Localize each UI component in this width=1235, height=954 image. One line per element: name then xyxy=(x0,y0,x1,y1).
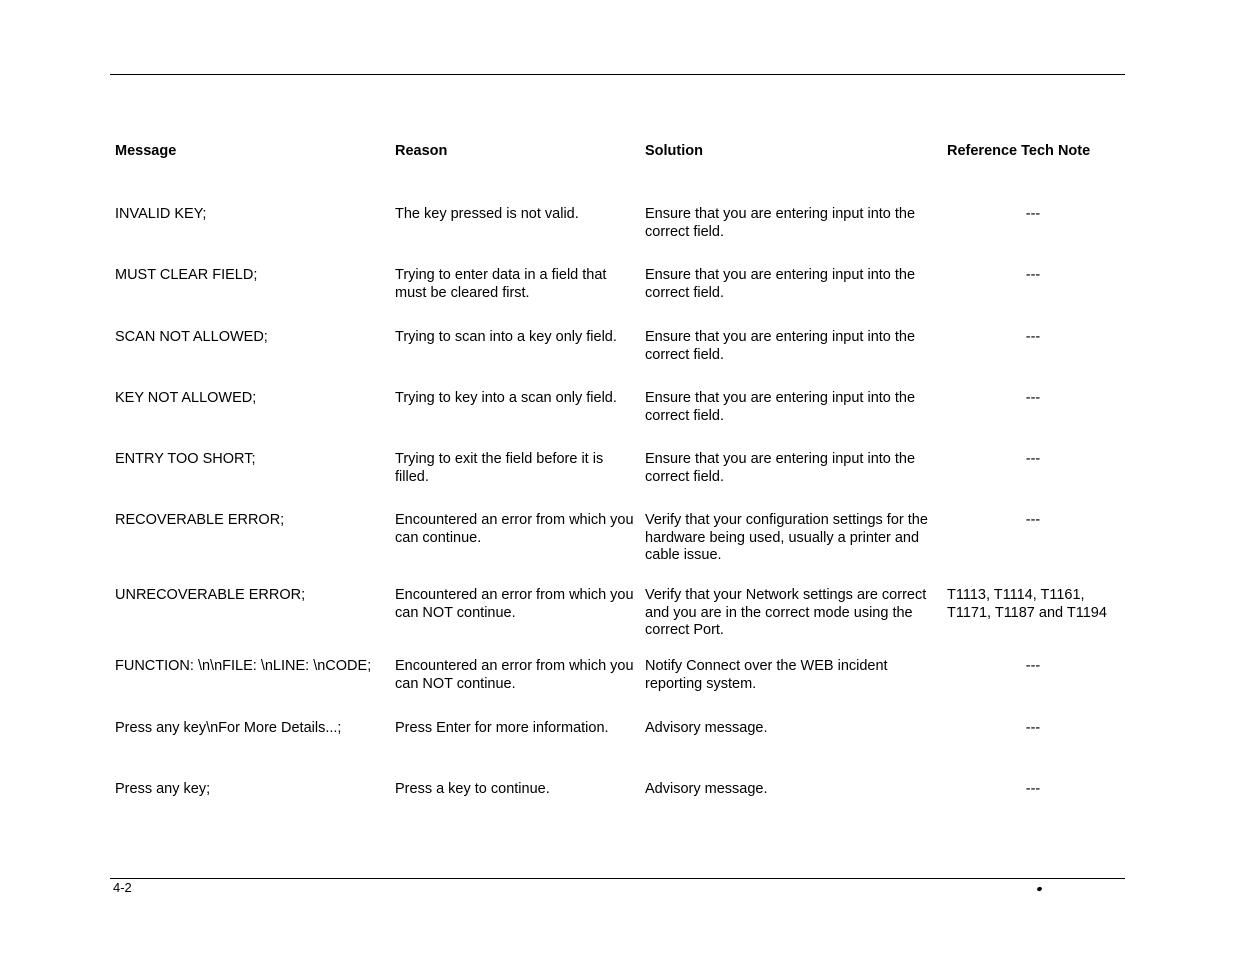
message-cell: ENTRY TOO SHORT; xyxy=(115,451,256,467)
solution-cell: Ensure that you are entering input into the correct field. xyxy=(645,390,916,424)
solution-cell: Notify Connect over the WEB incident reporting system. xyxy=(645,658,888,692)
message-cell: MUST CLEAR FIELD; xyxy=(115,267,258,283)
reference-cell: T1113, T1114, T1161, T1171, T1187 and T1194 xyxy=(947,587,1107,621)
reference-cell: --- xyxy=(1025,781,1041,797)
message-cell: RECOVERABLE ERROR; xyxy=(115,512,285,528)
reason-cell: Trying to exit the field before it is filled. xyxy=(395,451,604,485)
solution-cell: Advisory message. xyxy=(645,720,768,736)
solution-cell: Verify that your configuration settings for the hardware being used, usually a printer and cable issue. xyxy=(645,512,928,564)
reason-cell: Trying to enter data in a field that must be cleared first. xyxy=(395,267,607,301)
solution-cell: Advisory message. xyxy=(645,781,768,797)
column-header-solution: Solution xyxy=(645,143,703,159)
reason-cell: The key pressed is not valid. xyxy=(395,206,579,222)
reference-cell: --- xyxy=(1025,512,1041,528)
reference-cell: --- xyxy=(1025,390,1041,406)
reference-cell: --- xyxy=(1025,658,1041,674)
solution-cell: Ensure that you are entering input into the correct field. xyxy=(645,206,916,240)
reason-cell: Trying to scan into a key only field. xyxy=(395,329,617,345)
footer-rule xyxy=(110,878,1125,879)
message-cell: Press any key\nFor More Details...; xyxy=(115,720,342,736)
page-number: 4-2 xyxy=(113,880,132,895)
solution-cell: Ensure that you are entering input into the correct field. xyxy=(645,451,916,485)
message-cell: SCAN NOT ALLOWED; xyxy=(115,329,268,345)
message-cell: KEY NOT ALLOWED; xyxy=(115,390,257,406)
reference-cell: --- xyxy=(1025,206,1041,222)
table-header-row xyxy=(0,143,1235,163)
column-header-reference: Reference Tech Note xyxy=(947,143,1091,159)
bullet-icon xyxy=(1036,886,1042,892)
reference-cell: --- xyxy=(1025,267,1041,283)
reason-cell: Trying to key into a scan only field. xyxy=(395,390,617,406)
solution-cell: Verify that your Network settings are correct and you are in the correct mode using the correct Port. xyxy=(645,587,927,639)
message-cell: UNRECOVERABLE ERROR; xyxy=(115,587,306,603)
reference-cell: --- xyxy=(1025,720,1041,736)
reason-cell: Encountered an error from which you can NOT continue. xyxy=(395,587,634,621)
solution-cell: Ensure that you are entering input into the correct field. xyxy=(645,329,916,363)
reason-cell: Press a key to continue. xyxy=(395,781,550,797)
message-cell: Press any key; xyxy=(115,781,211,797)
reference-cell: --- xyxy=(1025,329,1041,345)
column-header-message: Message xyxy=(115,143,177,159)
column-header-reason: Reason xyxy=(395,143,448,159)
header-rule xyxy=(110,74,1125,75)
message-cell: INVALID KEY; xyxy=(115,206,207,222)
reference-cell: --- xyxy=(1025,451,1041,467)
reason-cell: Press Enter for more information. xyxy=(395,720,609,736)
reason-cell: Encountered an error from which you can NOT continue. xyxy=(395,658,634,692)
solution-cell: Ensure that you are entering input into the correct field. xyxy=(645,267,916,301)
message-cell: FUNCTION: \n\nFILE: \nLINE: \nCODE; xyxy=(115,658,372,674)
reason-cell: Encountered an error from which you can continue. xyxy=(395,512,634,546)
